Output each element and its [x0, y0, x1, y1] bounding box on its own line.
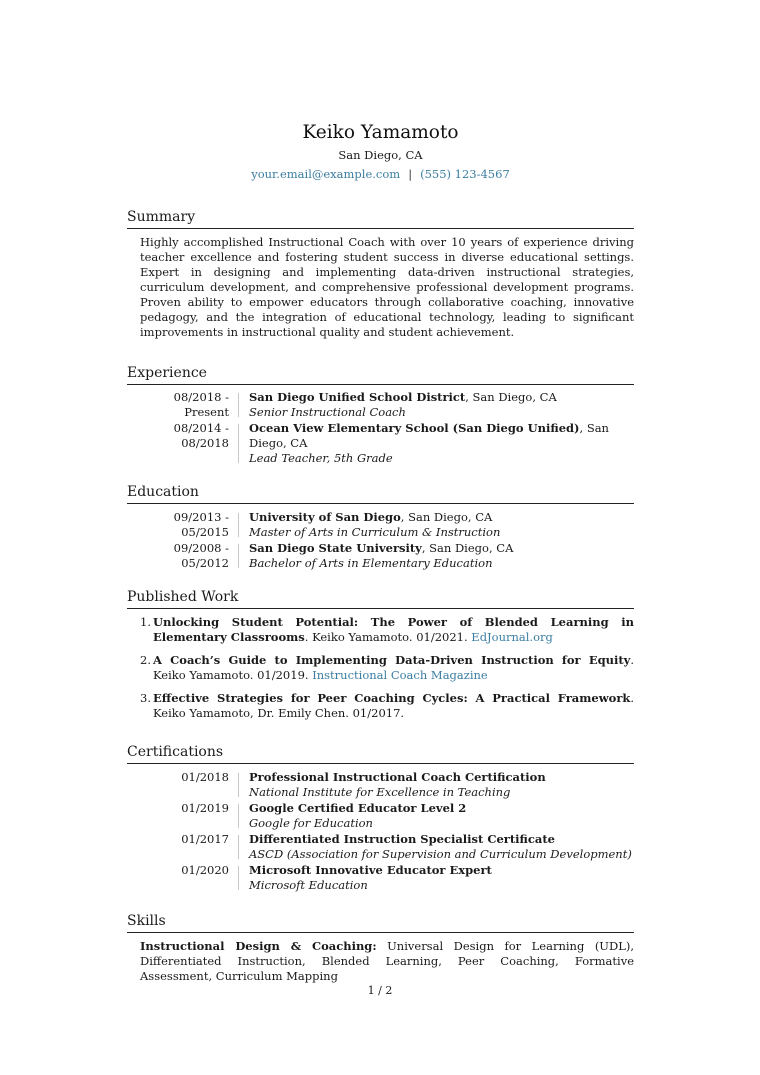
experience-entry	[127, 421, 634, 466]
publication-details: . Keiko Yamamoto, Dr. Emily Chen. 01/2017.	[153, 691, 634, 720]
contact-separator: |	[408, 167, 413, 181]
certification-name: Google Certified Educator Level 2	[249, 801, 467, 815]
entry-divider	[238, 544, 239, 568]
entry-degree: Master of Arts in Curriculum & Instruction	[249, 525, 501, 539]
section-title-experience: Experience	[127, 364, 634, 385]
resume-page	[127, 0, 634, 984]
education-section	[127, 483, 634, 571]
entry-location: , San Diego, CA	[421, 541, 514, 555]
resume-header	[127, 121, 634, 182]
entry-divider	[238, 393, 239, 417]
publication-item	[140, 615, 634, 645]
candidate-name: Keiko Yamamoto	[302, 122, 459, 143]
certification-name: Microsoft Innovative Educator Expert	[249, 863, 492, 877]
section-title-summary: Summary	[127, 208, 634, 229]
skills-text	[127, 939, 634, 984]
publication-link[interactable]: Instructional Coach Magazine	[312, 668, 488, 682]
certification-issuer: ASCD (Association for Supervision and Curriculum Development)	[249, 847, 632, 861]
published-section	[127, 588, 634, 721]
entry-date: 09/2013 - 05/2015	[173, 510, 229, 539]
certification-issuer: Microsoft Education	[249, 878, 368, 892]
phone-link[interactable]: (555) 123-4567	[420, 167, 510, 181]
publication-number: 3.	[140, 691, 151, 705]
skills-list: Universal Design for Learning (UDL), Differentiated Instruction, Blended Learning, Peer Coaching, Formative Assessment, Curriculum Mapping	[140, 939, 634, 983]
summary-section	[127, 208, 634, 340]
entry-organization: Ocean View Elementary School (San Diego Unified)	[249, 421, 580, 435]
publication-title: A Coach’s Guide to Implementing Data-Driven Instruction for Equity	[153, 653, 631, 667]
entry-organization: San Diego Unified School District	[249, 390, 466, 404]
page-number: 1 / 2	[367, 984, 393, 997]
publication-number: 1.	[140, 615, 151, 629]
certification-name: Differentiated Instruction Specialist Certificate	[249, 832, 555, 846]
certification-entry	[127, 863, 634, 893]
section-title-education: Education	[127, 483, 634, 504]
section-title-published: Published Work	[127, 588, 634, 609]
contact-line	[127, 166, 634, 182]
skills-category-label: Instructional Design & Coaching:	[140, 939, 377, 953]
publication-number: 2.	[140, 653, 151, 667]
certification-entry	[127, 770, 634, 800]
certification-name: Professional Instructional Coach Certification	[249, 770, 546, 784]
publication-title: Effective Strategies for Peer Coaching Cycles: A Practical Framework	[153, 691, 631, 705]
section-title-skills: Skills	[127, 912, 634, 933]
publication-list	[127, 615, 634, 721]
entry-divider	[238, 513, 239, 537]
publication-item	[140, 691, 634, 721]
experience-section	[127, 364, 634, 466]
publication-details: . Keiko Yamamoto. 01/2021.	[304, 630, 472, 644]
entry-role: Lead Teacher, 5th Grade	[249, 451, 393, 465]
publication-item	[140, 653, 634, 683]
education-entry	[127, 541, 634, 571]
certification-issuer: Google for Education	[249, 816, 373, 830]
section-title-certifications: Certifications	[127, 743, 634, 764]
entry-date: 01/2020	[181, 863, 229, 877]
certification-entry	[127, 801, 634, 831]
certifications-section	[127, 743, 634, 893]
publication-link[interactable]: EdJournal.org	[471, 630, 553, 644]
education-entry	[127, 510, 634, 540]
candidate-location: San Diego, CA	[338, 148, 423, 162]
summary-text: Highly accomplished Instructional Coach with over 10 years of experience driving teacher excellence and fostering student success in diverse educational settings. Expert in designing and implementing data-driven instructional strategies, curriculum development, and comprehensive professional development programs. Proven ability to empower educators through collaborative coaching, innovative pedagogy, and the integration of educational technology, leading to significant improvements in instructional quality and student achievement.	[140, 235, 634, 339]
certification-entry	[127, 832, 634, 862]
email-link[interactable]: your.email@example.com	[251, 167, 401, 181]
entry-date: 01/2019	[181, 801, 229, 815]
experience-entry	[127, 390, 634, 420]
publication-title: Unlocking Student Potential: The Power of Blended Learning in Elementary Classrooms	[153, 615, 634, 644]
entry-divider	[238, 773, 239, 797]
entry-location: , San Diego, CA	[400, 510, 493, 524]
entry-institution: San Diego State University	[249, 541, 422, 555]
publication-details: . Keiko Yamamoto. 01/2019.	[153, 653, 634, 682]
certification-issuer: National Institute for Excellence in Teaching	[249, 785, 511, 799]
entry-degree: Bachelor of Arts in Elementary Education	[249, 556, 493, 570]
entry-date: 09/2008 - 05/2012	[173, 541, 229, 570]
entry-role: Senior Instructional Coach	[249, 405, 406, 419]
entry-date: 01/2017	[181, 832, 229, 846]
entry-divider	[238, 866, 239, 890]
entry-institution: University of San Diego	[249, 510, 401, 524]
entry-date: 08/2014 - 08/2018	[173, 421, 229, 450]
entry-divider	[238, 804, 239, 828]
entry-location: , San Diego, CA	[249, 421, 609, 450]
entry-date: 08/2018 - Present	[173, 390, 229, 419]
entry-date: 01/2018	[181, 770, 229, 784]
skills-section	[127, 912, 634, 984]
entry-divider	[238, 424, 239, 463]
entry-location: , San Diego, CA	[465, 390, 557, 404]
entry-divider	[238, 835, 239, 859]
